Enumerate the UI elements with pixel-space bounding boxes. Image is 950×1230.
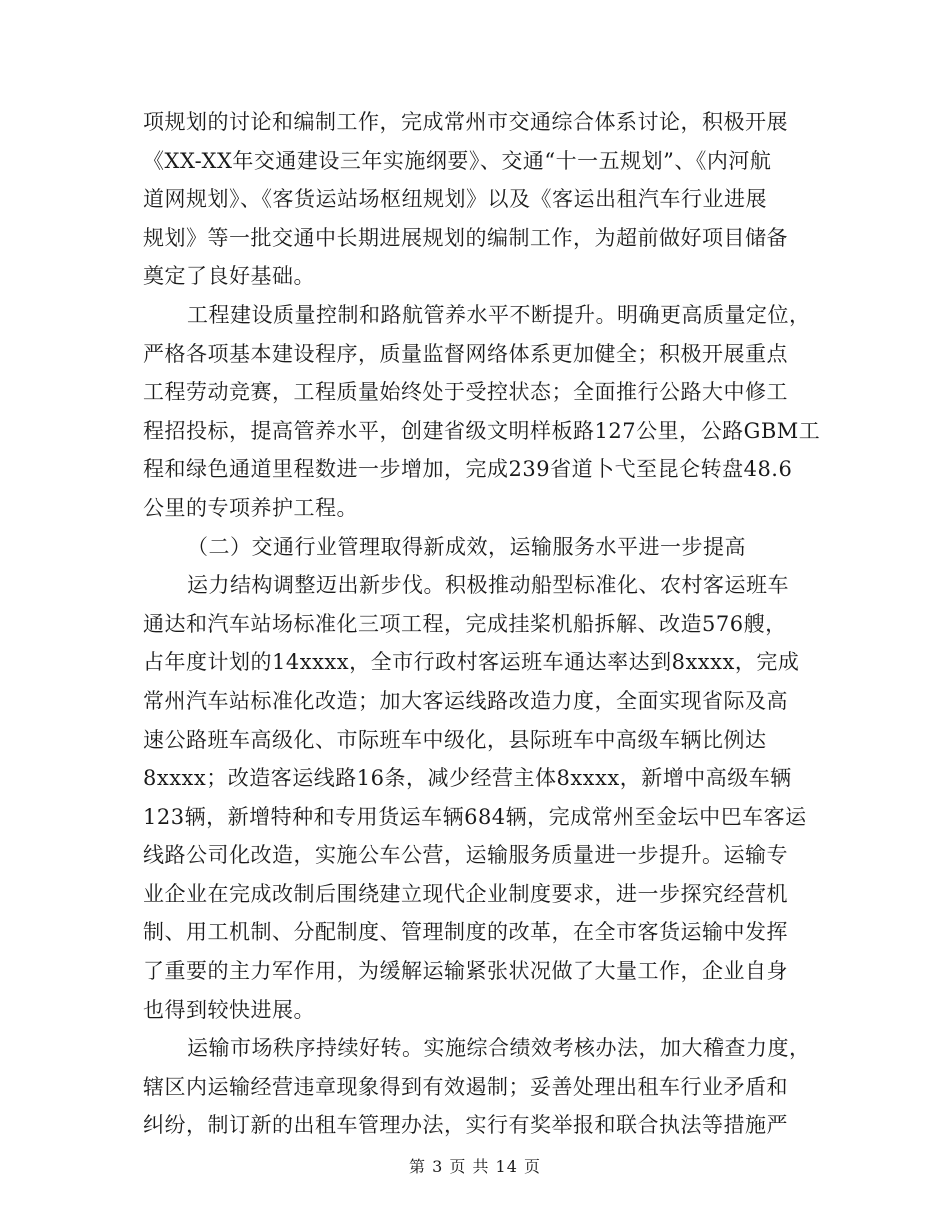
paragraph (143, 566, 813, 1029)
text-line: 制、用工机制、分配制度、管理制度的改革，在全市客货运输中发挥 (143, 920, 788, 945)
text-line: 程招投标，提高管养水平，创建省级文明样板路127公里，公路GBM工 (143, 418, 821, 443)
text-line: 纠纷，制订新的出租车管理办法，实行有奖举报和联合执法等措施严 (143, 1113, 788, 1138)
paragraph (143, 1029, 813, 1145)
page-number-footer: 第 3 页 共 14 页 (409, 1157, 541, 1176)
paragraph (143, 103, 813, 296)
text-line: 《XX-XX年交通建设三年实施纲要》、交通“十一五规划”、《内河航 (143, 148, 772, 173)
text-line: 123辆，新增特种和专用货运车辆684辆，完成常州至金坛中巴车客运 (143, 804, 807, 829)
text-line: （二）交通行业管理取得新成效，运输服务水平进一步提高 (187, 534, 746, 559)
text-line: 8xxxx；改造客运线路16条，减少经营主体8xxxx，新增中高级车辆 (143, 766, 792, 791)
text-line: 严格各项基本建设程序，质量监督网络体系更加健全；积极开展重点 (143, 341, 788, 366)
text-line: 工程建设质量控制和路航管养水平不断提升。明确更高质量定位， (187, 302, 811, 327)
text-line: 也得到较快进展。 (143, 997, 315, 1022)
text-line: 运输市场秩序持续好转。实施综合绩效考核办法，加大稽查力度， (187, 1036, 811, 1061)
text-line: 规划》等一批交通中长期进展规划的编制工作，为超前做好项目储备 (143, 225, 788, 250)
text-line: 线路公司化改造，实施公车公营，运输服务质量进一步提升。运输专 (143, 843, 788, 868)
text-line: 了重要的主力军作用，为缓解运输紧张状况做了大量工作，企业自身 (143, 959, 788, 984)
text-line: 奠定了良好基础。 (143, 264, 315, 289)
text-line: 速公路班车高级化、市际班车中级化，县际班车中高级车辆比例达 (143, 727, 767, 752)
text-line: 公里的专项养护工程。 (143, 495, 358, 520)
document-body (143, 103, 821, 1145)
text-line: 项规划的讨论和编制工作，完成常州市交通综合体系讨论，积极开展 (143, 110, 788, 134)
text-line: 运力结构调整迈出新步伐。积极推动船型标准化、农村客运班车 (187, 573, 789, 598)
text-line: 业企业在完成改制后围绕建立现代企业制度要求，进一步探究经营机 (143, 881, 788, 906)
text-line: 程和绿色通道里程数进一步增加，完成239省道卜弋至昆仑转盘48.6 (143, 457, 793, 482)
paragraph (143, 296, 821, 528)
section-heading (143, 528, 813, 567)
text-line: 占年度计划的14xxxx，全市行政村客运班车通达率达到8xxxx，完成 (143, 650, 800, 675)
text-line: 工程劳动竞赛，工程质量始终处于受控状态；全面推行公路大中修工 (143, 380, 788, 405)
text-line: 道网规划》、《客货运站场枢纽规划》以及《客运出租汽车行业进展 (143, 187, 767, 212)
text-line: 辖区内运输经营违章现象得到有效遏制；妥善处理出租车行业矛盾和 (143, 1074, 788, 1099)
text-line: 通达和汽车站场标准化三项工程，完成挂桨机船拆解、改造576艘， (143, 611, 787, 636)
text-line: 常州汽车站标准化改造；加大客运线路改造力度，全面实现省际及高 (143, 688, 788, 713)
